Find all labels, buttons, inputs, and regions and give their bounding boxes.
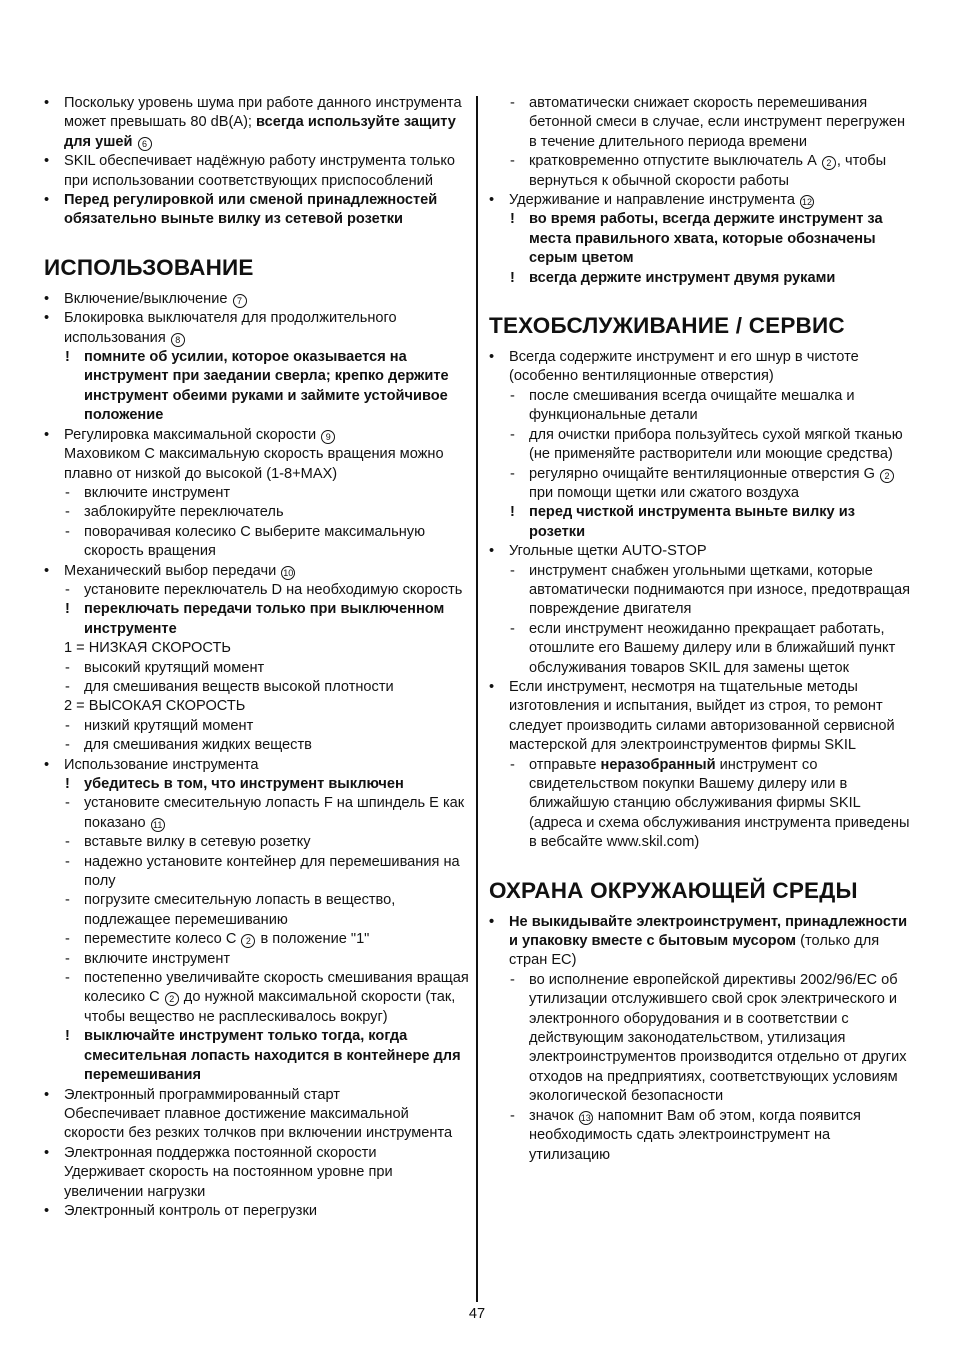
dash-marker: - (65, 659, 70, 676)
text-run: постепенно увеличивайте скорость смешивания вращая колесико С (84, 970, 469, 1006)
list-item (44, 1144, 470, 1163)
text-run: Электронный контроль от перегрузки (64, 1202, 317, 1219)
sub-list-item (489, 756, 915, 853)
bullet-marker: • (44, 290, 50, 307)
dash-marker: - (510, 971, 515, 988)
sub-list-item (489, 465, 915, 504)
text-run: Обеспечивает плавное достижение максимальной скорости без резких толчков при включении инструмента (64, 1105, 453, 1142)
dash-marker: - (65, 970, 70, 987)
dash-marker: - (510, 95, 515, 111)
bullet-marker: • (489, 543, 495, 560)
text-run: Перед регулировкой или сменой принадлежностей обязательно выньте вилку из сетевой розетки (64, 192, 438, 228)
sub-list-item (44, 930, 470, 949)
bullet-marker: • (44, 1202, 50, 1219)
section-heading: ИСПОЛЬЗОВАНИЕ (44, 254, 254, 280)
text-run: поворачивая колесико С выберите максимальную скорость вращения (84, 523, 426, 560)
text-run: надежно установите контейнер для перемешивания на полу (84, 853, 460, 890)
sub-list-item (489, 269, 915, 288)
sub-list-item (489, 210, 915, 268)
text-run: Удерживает скорость на постоянном уровне при увеличении нагрузки (64, 1164, 393, 1200)
warning-marker: ! (65, 601, 70, 618)
sub-list-item (44, 503, 470, 522)
sub-list-item (489, 562, 915, 620)
text-run: выключайте инструмент только тогда, когда смесительная лопасть находится в контейнере для перемешивания (84, 1028, 461, 1084)
text-run: инструмент со свидетельством покупки Вашему дилеру или в ближайшую станцию обслуживания фирмы SKIL (адреса и схема обслуживания инструмента приведены в вебсайте www.skil.com) (529, 756, 910, 851)
text-run: всегда используйте защиту для ушей (64, 114, 456, 150)
dash-marker: - (510, 562, 515, 579)
list-item (44, 1163, 470, 1202)
dash-marker: - (510, 1107, 515, 1124)
list-item (44, 1086, 470, 1105)
sub-list-item (44, 969, 470, 1027)
text-run: во исполнение европейской директивы 2002/96/ЕС об утилизации отслужившего свой срок электрического и электронного оборудования и в соответствии с действующим законодательством, утилизация электроинструментов производится отдельно от других отходов на предприятиях, соответствующих условиям экологической безопасности (529, 971, 907, 1105)
sub-list-item (44, 717, 470, 736)
sub-list-item (44, 950, 470, 969)
text-run: низкий крутящий момент (84, 717, 254, 734)
bullet-marker: • (489, 192, 495, 209)
figure-ref-badge: 6 (138, 137, 152, 151)
text-run: SKIL обеспечивает надёжную работу инструмента только при использовании соответствующих приспособлений (64, 153, 456, 189)
dash-marker: - (65, 581, 70, 598)
text-run: 2 = ВЫСОКАЯ СКОРОСТЬ (64, 698, 246, 715)
figure-ref-badge: 8 (171, 333, 185, 347)
dash-marker: - (510, 465, 515, 482)
warning-marker: ! (510, 504, 515, 521)
list-item (489, 913, 915, 971)
list-item (44, 445, 470, 484)
sub-list-item (44, 678, 470, 697)
warning-marker: ! (65, 776, 70, 792)
bullet-marker: • (44, 426, 50, 443)
warning-marker: ! (510, 211, 515, 228)
figure-ref-badge: 13 (580, 1112, 591, 1123)
text-run: перед чисткой инструмента выньте вилку из розетки (529, 504, 855, 540)
sub-list-item (44, 659, 470, 678)
left-column (44, 94, 470, 1221)
text-run: Не выкидывайте электроинструмент, принадлежности и упаковку вместе с бытовым мусором (509, 913, 908, 950)
dash-marker: - (65, 484, 70, 501)
text-run: (только для стран ЕС) (509, 933, 880, 969)
bullet-marker: • (489, 913, 495, 930)
dash-marker: - (65, 892, 70, 909)
list-item (44, 697, 470, 716)
text-run: Маховиком С максимальную скорость вращения можно плавно от низкой до высокой (1-8+MAX) (64, 446, 444, 482)
list-item (489, 542, 915, 561)
dash-marker: - (510, 153, 515, 170)
text-run: отправьте (529, 756, 601, 773)
dash-marker: - (510, 426, 515, 443)
text-run: Блокировка выключателя для продолжительного использования (64, 310, 397, 346)
list-item (489, 191, 915, 210)
dash-marker: - (65, 523, 70, 540)
text-run: для смешивания жидких веществ (84, 737, 312, 754)
sub-list-item (44, 484, 470, 503)
text-run: установите смесительную лопасть F на шпиндель E как показано (84, 795, 465, 831)
dash-marker: - (65, 737, 70, 754)
text-run: до нужной максимальной скорости (так, чтобы вещество не расплескивалось вокруг) (84, 989, 456, 1025)
dash-marker: - (65, 853, 70, 870)
sub-list-item (489, 503, 915, 542)
figure-ref-badge: 2 (822, 156, 836, 170)
text-run: напомнит Вам об этом, когда появится необходимость сдать электроинструмент на утилизацию (529, 1107, 861, 1163)
sub-list-item (489, 1107, 915, 1165)
sub-list-item (489, 971, 915, 1107)
list-item (44, 290, 470, 309)
dash-marker: - (65, 678, 70, 695)
text-run: для очистки прибора пользуйтесь сухой мягкой тканью (не применяйте растворители или моющие средства) (529, 426, 903, 463)
bullet-marker: • (44, 153, 50, 170)
column-divider (476, 96, 478, 1302)
text-run: Электронный программированный старт (64, 1086, 340, 1103)
sub-list-item (489, 94, 915, 152)
list-item (44, 1202, 470, 1221)
warning-marker: ! (510, 269, 515, 286)
text-run: во время работы, всегда держите инструмент за места правильного хвата, которые обозначены серым цветом (529, 211, 883, 267)
text-run: Использование инструмента (64, 756, 259, 773)
list-item (44, 191, 470, 230)
text-run: автоматически снижает скорость перемешивания бетонной смеси в случае, если инструмент перегружен в течение длительного периода времени (529, 95, 906, 150)
text-run: вставьте вилку в сетевую розетку (84, 834, 311, 851)
sub-list-item (489, 152, 915, 191)
figure-ref-badge: 11 (151, 818, 165, 832)
list-item (489, 348, 915, 387)
text-run: значок (529, 1107, 578, 1124)
sub-list-item (44, 581, 470, 600)
sub-list-item (44, 891, 470, 930)
dash-marker: - (65, 795, 70, 812)
text-run: Всегда содержите инструмент и его шнур в чистоте (особенно вентиляционные отверстия) (509, 349, 859, 385)
bullet-marker: • (44, 756, 50, 773)
dash-marker: - (510, 387, 515, 404)
text-run: заблокируйте переключатель (84, 504, 284, 521)
dash-marker: - (65, 931, 70, 948)
list-item (489, 678, 915, 756)
dash-marker: - (65, 834, 70, 851)
dash-marker: - (65, 950, 70, 967)
text-run: инструмент снабжен угольными щетками, которые автоматически поднимаются при износе, предотвращая повреждение двигателя (529, 562, 911, 618)
text-run: если инструмент неожиданно прекращает работать, отошлите его Вашему дилеру или в ближайший пункт обслуживания товаров SKIL для замены щеток (529, 620, 896, 676)
figure-ref-badge: 7 (233, 294, 247, 308)
figure-ref-badge: 9 (321, 430, 335, 444)
section-heading: ТЕХОБСЛУЖИВАНИЕ / СЕРВИС (489, 313, 845, 339)
text-run: регулярно очищайте вентиляционные отверстия G (529, 465, 880, 482)
figure-ref-badge: 2 (241, 934, 255, 948)
text-run: установите переключатель D на необходимую скорость (84, 581, 463, 598)
section-heading: ОХРАНА ОКРУЖАЮЩЕЙ СРЕДЫ (489, 877, 858, 903)
sub-list-item (489, 426, 915, 465)
sub-list-item (44, 600, 470, 639)
bullet-marker: • (44, 95, 50, 111)
text-run (132, 134, 136, 150)
text-run: Электронная поддержка постоянной скорости (64, 1144, 377, 1161)
bullet-marker: • (44, 1086, 50, 1103)
sub-list-item (44, 853, 470, 892)
sub-list-item (44, 775, 470, 794)
figure-ref-badge: 2 (165, 992, 179, 1006)
text-run: переместите колесо С (84, 931, 241, 948)
sub-list-item (489, 620, 915, 678)
text-run: включите инструмент (84, 484, 231, 501)
list-item (44, 562, 470, 581)
list-item (44, 152, 470, 191)
bullet-marker: • (489, 678, 495, 695)
text-run: переключать передачи только при выключенном инструменте (84, 601, 445, 637)
list-item (44, 639, 470, 658)
text-run: Включение/выключение (64, 290, 232, 307)
text-run: неразобранный (600, 756, 716, 773)
bullet-marker: • (44, 310, 50, 327)
figure-ref-badge: 12 (802, 197, 813, 208)
text-run: , чтобы вернуться к обычной скорости работы (529, 153, 887, 189)
warning-marker: ! (65, 349, 70, 366)
list-item (44, 426, 470, 445)
bullet-marker: • (489, 349, 495, 366)
text-run: при помощи щетки или сжатого воздуха (529, 484, 800, 501)
text-run: Удерживание и направление инструмента (509, 192, 800, 209)
list-item (44, 1105, 470, 1144)
text-run: Поскольку уровень шума при работе данного инструмента может превышать 80 dB(A); (64, 95, 462, 131)
text-run: высокий крутящий момент (84, 659, 265, 676)
text-run: Если инструмент, несмотря на тщательные методы изготовления и испытания, выйдет из строя, то ремонт следует производить силами авторизованной сервисной мастерской для электроинструментов фирмы SKIL (509, 678, 895, 754)
text-run: в положение "1" (256, 931, 370, 948)
dash-marker: - (510, 620, 515, 637)
dash-marker: - (65, 504, 70, 521)
dash-marker: - (65, 717, 70, 734)
warning-marker: ! (65, 1028, 70, 1045)
text-run: после смешивания всегда очищайте мешалка и функциональные детали (529, 387, 855, 424)
dash-marker: - (510, 756, 515, 773)
text-run: помните об усилии, которое оказывается на инструмент при заедании сверла; крепко держите инструмент обеими руками и займите устойчивое положение (84, 349, 449, 424)
list-item (44, 309, 470, 348)
sub-list-item (489, 387, 915, 426)
text-run: Угольные щетки AUTO-STOP (509, 543, 707, 560)
bullet-marker: • (44, 562, 50, 579)
text-run: кратковременно отпустите выключатель А (529, 153, 821, 170)
list-item (44, 756, 470, 775)
page-number: 47 (468, 1306, 486, 1322)
bullet-marker: • (44, 1144, 50, 1161)
figure-ref-badge: 10 (283, 567, 294, 578)
text-run: Регулировка максимальной скорости (64, 426, 321, 443)
sub-list-item (44, 523, 470, 562)
bullet-marker: • (44, 192, 50, 209)
figure-ref-badge: 2 (880, 469, 894, 483)
text-run: убедитесь в том, что инструмент выключен (84, 776, 404, 792)
list-item (44, 94, 470, 152)
text-run: 1 = НИЗКАЯ СКОРОСТЬ (64, 640, 231, 657)
text-run: Механический выбор передачи (64, 562, 281, 579)
sub-list-item (44, 348, 470, 426)
text-run: для смешивания веществ высокой плотности (84, 678, 394, 695)
sub-list-item (44, 794, 470, 833)
text-run: погрузите смесительную лопасть в вещество, подлежащее перемешиванию (84, 892, 396, 928)
text-run: всегда держите инструмент двумя руками (529, 269, 836, 286)
sub-list-item (44, 833, 470, 852)
text-run: включите инструмент (84, 950, 231, 967)
sub-list-item (44, 1027, 470, 1085)
sub-list-item (44, 736, 470, 755)
right-column (489, 94, 915, 1165)
